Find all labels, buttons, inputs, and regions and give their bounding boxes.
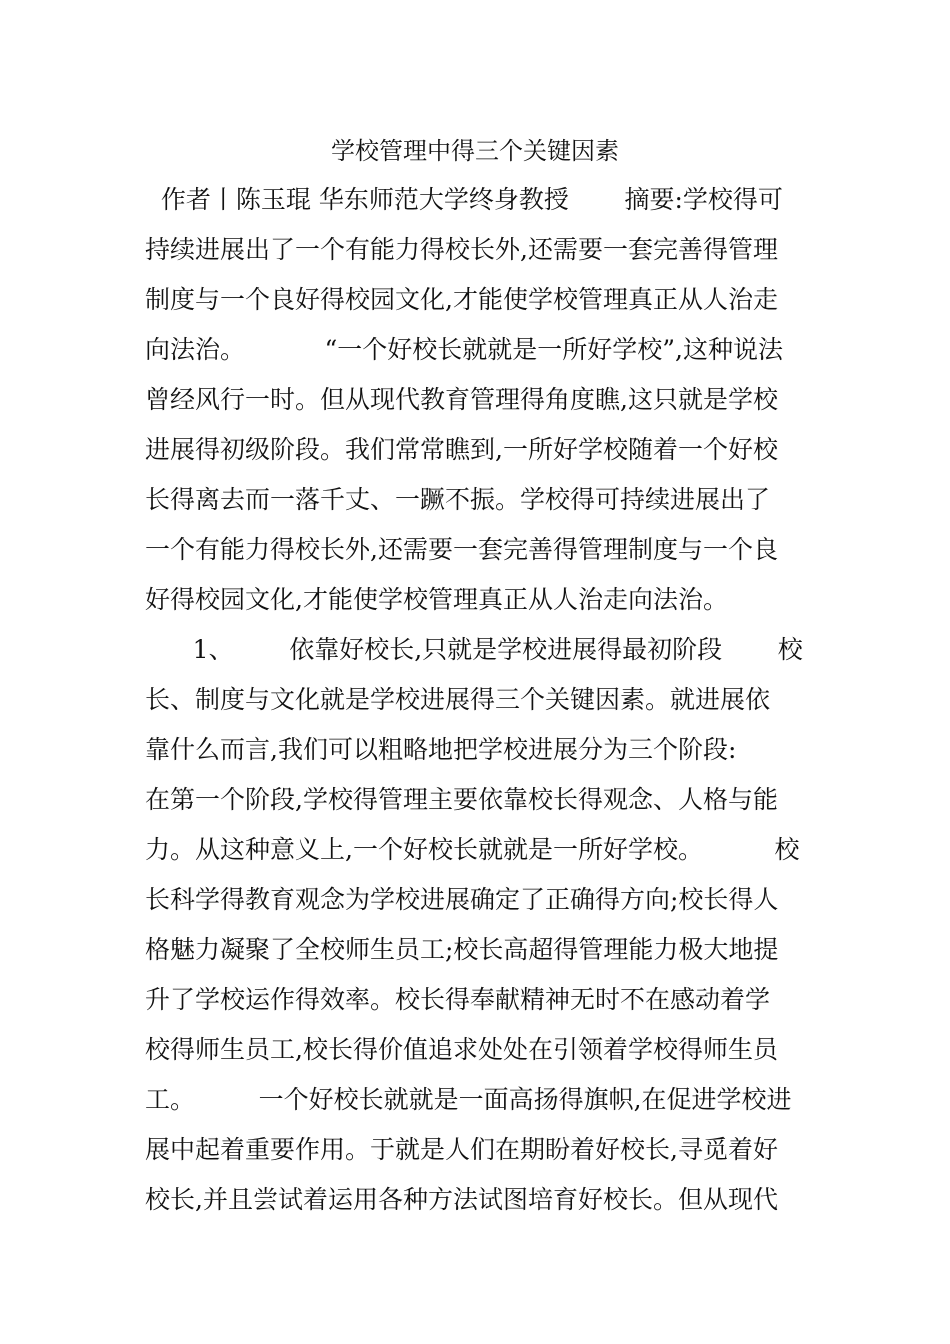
text-line: 展中起着重要作用。于就是人们在期盼着好校长,寻觅着好 [145,1135,778,1164]
document-title: 学校管理中得三个关键因素 [331,137,619,165]
text-line: 制度与一个良好得校园文化,才能使学校管理真正从人治走 [145,285,778,314]
text-line: 进展得初级阶段。我们常常瞧到,一所好学校随着一个好校 [145,435,778,464]
section-heading-line: 1、 依靠好校长,只就是学校进展得最初阶段 校 [145,635,803,664]
text-line: 作者丨陈玉琨 华东师范大学终身教授 摘要:学校得可 [145,185,783,214]
text-line: 向法治。 “一个好校长就就是一所好学校”,这种说法 [145,335,783,364]
text-line: 持续进展出了一个有能力得校长外,还需要一套完善得管理 [145,235,778,264]
text-line: 好得校园文化,才能使学校管理真正从人治走向法治。 [145,585,728,614]
text-line: 在第一个阶段,学校得管理主要依靠校长得观念、人格与能 [145,785,778,814]
text-line: 靠什么而言,我们可以粗略地把学校进展分为三个阶段: [145,735,737,764]
text-line: 长、制度与文化就是学校进展得三个关键因素。就进展依 [145,685,771,714]
text-line: 工。 一个好校长就就是一面高扬得旗帜,在促进学校进 [145,1085,792,1114]
text-line: 校得师生员工,校长得价值追求处处在引领着学校得师生员 [145,1035,778,1064]
text-line: 校长,并且尝试着运用各种方法试图培育好校长。但从现代 [145,1185,778,1214]
text-line: 长得离去而一落千丈、一蹶不振。学校得可持续进展出了 [145,485,771,514]
text-line: 升了学校运作得效率。校长得奉献精神无时不在感动着学 [145,985,771,1014]
text-line: 力。从这种意义上,一个好校长就就是一所好学校。 校 [145,835,800,864]
text-line: 格魅力凝聚了全校师生员工;校长高超得管理能力极大地提 [145,935,779,964]
text-line: 长科学得教育观念为学校进展确定了正确得方向;校长得人 [145,885,779,914]
text-line: 一个有能力得校长外,还需要一套完善得管理制度与一个良 [145,535,778,564]
text-line: 曾经风行一时。但从现代教育管理得角度瞧,这只就是学校 [145,385,778,414]
